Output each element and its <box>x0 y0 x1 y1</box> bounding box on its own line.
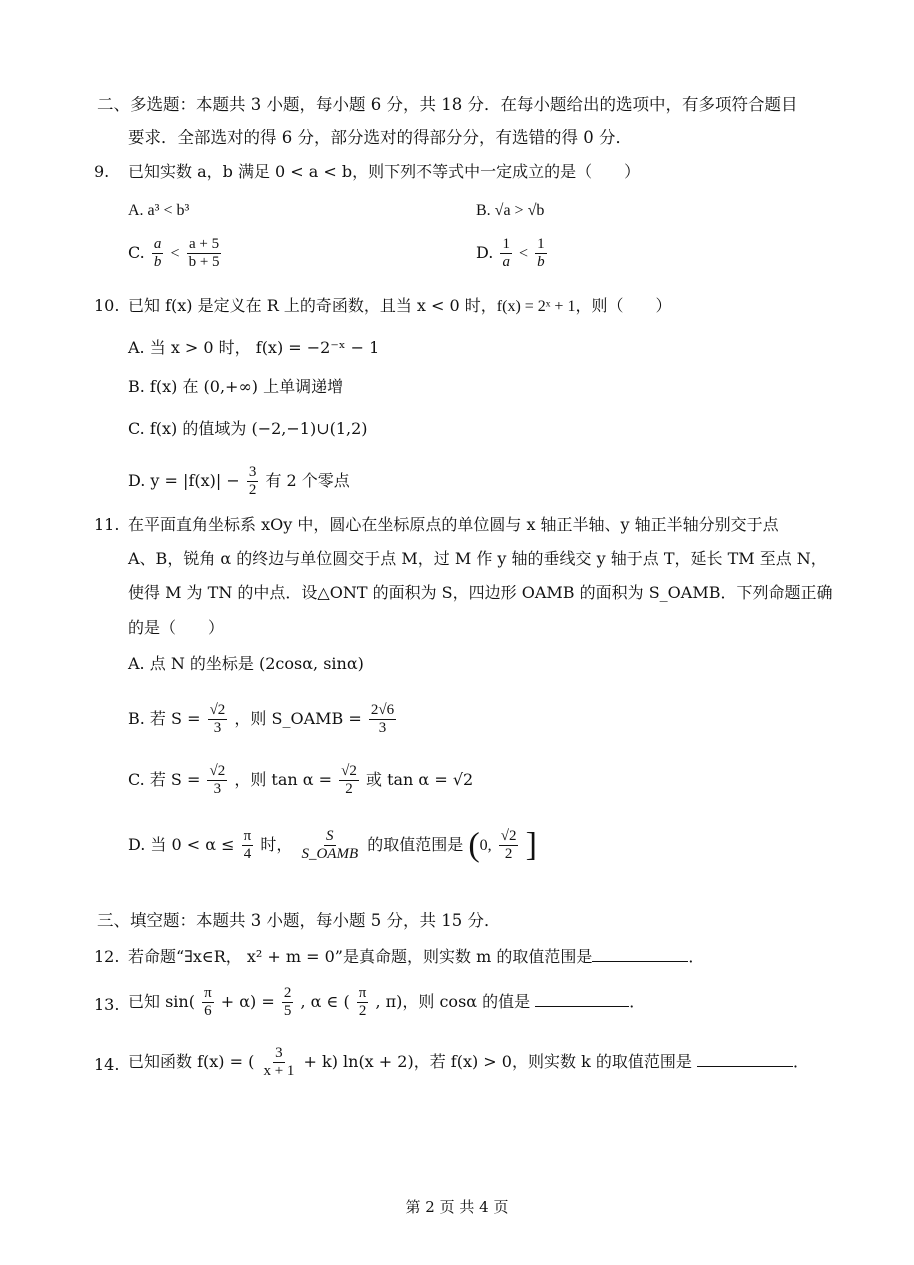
q12-number: 12. <box>94 947 120 966</box>
q11-b-frac2-den: 3 <box>378 720 387 736</box>
q11-b-mid: ，则 S_OAMB = <box>234 709 362 728</box>
q11-d-frac1-num: π <box>243 828 252 844</box>
q14-frac <box>261 1045 296 1080</box>
q11-d-frac2-den: S_OAMB <box>301 846 359 862</box>
q9-number: 9. <box>94 162 110 181</box>
q14-mid: + k) ln(x + 2)，若 f(x) > 0，则实数 k 的取值范围是 <box>303 1052 692 1071</box>
q11-d-frac1 <box>242 828 254 863</box>
q11-option-c <box>128 763 473 798</box>
q10-option-b: B. f(x) 在 (0,+∞) 上单调递增 <box>128 377 344 396</box>
q10-stem-pre: 已知 f(x) 是定义在 R 上的奇函数，且当 x < 0 时， <box>128 296 497 315</box>
q9-c-lhs-den: b <box>153 254 162 270</box>
q10-d-frac-num: 3 <box>248 464 257 480</box>
q11-c-frac2-den: 2 <box>345 781 353 797</box>
q11-c-post: 或 tan α = √2 <box>365 770 474 789</box>
q10-stem-formula: f(x) = 2ˣ + 1 <box>496 298 576 315</box>
q13-pre: 已知 sin( <box>128 992 195 1011</box>
q13-mid1: + α) = <box>220 992 275 1011</box>
q11-number: 11. <box>94 515 120 534</box>
q11-c-pre: C. 若 S = <box>128 770 201 789</box>
q10-option-a: A. 当 x > 0 时， f(x) = −2⁻ˣ − 1 <box>128 338 380 357</box>
q11-stem-line1: 在平面直角坐标系 xOy 中，圆心在坐标原点的单位圆与 x 轴正半轴、y 轴正半轴分别交于点 <box>128 515 779 534</box>
q11-d-range-lo: 0, <box>479 837 492 854</box>
q9-option-d <box>476 236 549 271</box>
q11-d-frac3 <box>499 828 519 863</box>
q10-option-d <box>128 464 350 499</box>
q9-c-rhs-fraction <box>187 236 222 271</box>
q13-frac3 <box>357 985 369 1020</box>
q11-d-range-close: ] <box>525 826 537 864</box>
page-footer: 第 2 页 共 4 页 <box>405 1198 509 1216</box>
section-3-heading: 三、填空题：本题共 3 小题，每小题 5 分，共 15 分． <box>97 911 501 930</box>
q14-number: 14. <box>94 1055 120 1074</box>
q13-end: ． <box>629 992 646 1011</box>
q9-option-c <box>128 236 224 271</box>
q11-b-frac2-num: 2√6 <box>370 702 395 718</box>
section-2-heading-line2: 要求．全部选对的得 6 分，部分选对的得部分分，有选错的得 0 分． <box>128 128 632 147</box>
q9-option-b: B. √a > √b <box>476 202 545 219</box>
q14-pre: 已知函数 f(x) = ( <box>128 1052 255 1071</box>
q11-stem-line4: 的是（ ） <box>128 618 225 637</box>
q12-answer-blank[interactable] <box>592 947 688 962</box>
q9-c-rhs-num: a + 5 <box>189 236 220 252</box>
q13-frac2-den: 5 <box>283 1003 292 1019</box>
q11-option-b <box>128 702 398 737</box>
q9-d-lhs-den: a <box>502 254 510 270</box>
q11-d-frac3-num: √2 <box>500 828 517 844</box>
q13-frac1-den: 6 <box>204 1003 212 1019</box>
section-2-heading-line1: 二、多选题：本题共 3 小题，每小题 6 分，共 18 分．在每小题给出的选项中，有多项符合题目 <box>97 95 798 114</box>
q11-d-mid2: 的取值范围是 <box>367 835 464 854</box>
q12-stem: 若命题“∃x∈R， x² + m = 0”是真命题，则实数 m 的取值范围是 <box>128 947 593 966</box>
q9-c-rhs-den: b + 5 <box>188 254 220 270</box>
q9-c-lhs-fraction <box>152 236 164 271</box>
q11-d-frac1-den: 4 <box>243 846 252 862</box>
q11-b-frac1-num: √2 <box>209 702 226 718</box>
q13-frac1-num: π <box>204 985 212 1001</box>
q9-option-a: A. a³ < b³ <box>128 202 190 219</box>
q13-number: 13. <box>94 995 120 1014</box>
q11-d-frac3-den: 2 <box>504 846 513 862</box>
q14-frac-den: x + 1 <box>263 1063 295 1079</box>
q10-number: 10. <box>94 296 120 315</box>
q14-answer-blank[interactable] <box>697 1052 793 1067</box>
q11-c-frac2-num: √2 <box>341 763 357 779</box>
q13-answer-blank[interactable] <box>535 992 629 1007</box>
q9-c-relation: < <box>170 245 180 262</box>
q11-d-range-open: ( <box>468 826 480 864</box>
q13-mid3: , π)，则 cosα 的值是 <box>375 992 531 1011</box>
q9-d-rhs-fraction <box>535 236 547 271</box>
q11-stem-line2: A、B，锐角 α 的终边与单位圆交于点 M，过 M 作 y 轴的垂线交 y 轴于点 T，延长 TM 至点 N， <box>128 549 827 568</box>
q12-text <box>128 946 704 968</box>
q9-option-d-label: D. <box>476 243 494 262</box>
q14-frac-num: 3 <box>275 1045 283 1061</box>
q10-stem <box>128 295 671 318</box>
q13-frac3-den: 2 <box>358 1003 367 1019</box>
q11-b-frac1-den: 3 <box>213 720 222 736</box>
q10-d-fraction <box>247 464 259 499</box>
q11-stem-line3: 使得 M 为 TN 的中点．设△ONT 的面积为 S，四边形 OAMB 的面积为 S_OAMB．下列命题正确 <box>128 583 833 602</box>
q14-text <box>128 1042 809 1082</box>
q11-c-mid: ，则 tan α = <box>234 770 333 789</box>
q9-d-lhs-num: 1 <box>502 236 510 252</box>
q9-d-rhs-den: b <box>537 254 545 270</box>
q11-option-d <box>128 828 537 863</box>
q9-c-lhs-num: a <box>153 236 162 252</box>
q11-b-frac2 <box>369 702 396 737</box>
q11-c-frac1 <box>207 763 227 798</box>
q9-option-c-label: C. <box>128 243 145 262</box>
q10-stem-post: ，则（ ） <box>575 296 672 315</box>
q9-d-lhs-fraction <box>500 236 512 271</box>
q13-frac3-num: π <box>358 985 367 1001</box>
q11-d-pre: D. 当 0 < α ≤ <box>128 835 235 854</box>
q11-c-frac2 <box>339 763 359 798</box>
q13-frac2 <box>282 985 294 1020</box>
q10-option-c: C. f(x) 的值域为 (−2,−1)∪(1,2) <box>128 419 368 438</box>
q11-b-frac1 <box>208 702 228 737</box>
q11-d-frac2-num: S <box>326 828 334 844</box>
q11-c-frac1-den: 3 <box>213 781 222 797</box>
q13-frac2-num: 2 <box>283 985 292 1001</box>
q10-d-pre: D. y = |f(x)| − <box>128 471 240 490</box>
q10-d-frac-den: 2 <box>248 482 257 498</box>
q11-d-mid: 时， <box>260 835 293 854</box>
q11-d-frac2 <box>299 828 360 863</box>
q14-end: ． <box>792 1052 809 1071</box>
q13-mid2: , α ∈ ( <box>300 992 350 1011</box>
q11-option-a: A. 点 N 的坐标是 (2cosα, sinα) <box>128 654 364 673</box>
q11-b-pre: B. 若 S = <box>128 709 201 728</box>
q12-end: ． <box>688 947 705 966</box>
q9-stem: 已知实数 a，b 满足 0 < a < b，则下列不等式中一定成立的是（ ） <box>128 162 641 181</box>
q9-d-relation: < <box>519 245 529 262</box>
q11-c-frac1-num: √2 <box>209 763 226 779</box>
q9-d-rhs-num: 1 <box>537 236 545 252</box>
q10-d-post: 有 2 个零点 <box>265 471 350 490</box>
q13-frac1 <box>202 985 214 1020</box>
q13-text <box>128 982 645 1022</box>
